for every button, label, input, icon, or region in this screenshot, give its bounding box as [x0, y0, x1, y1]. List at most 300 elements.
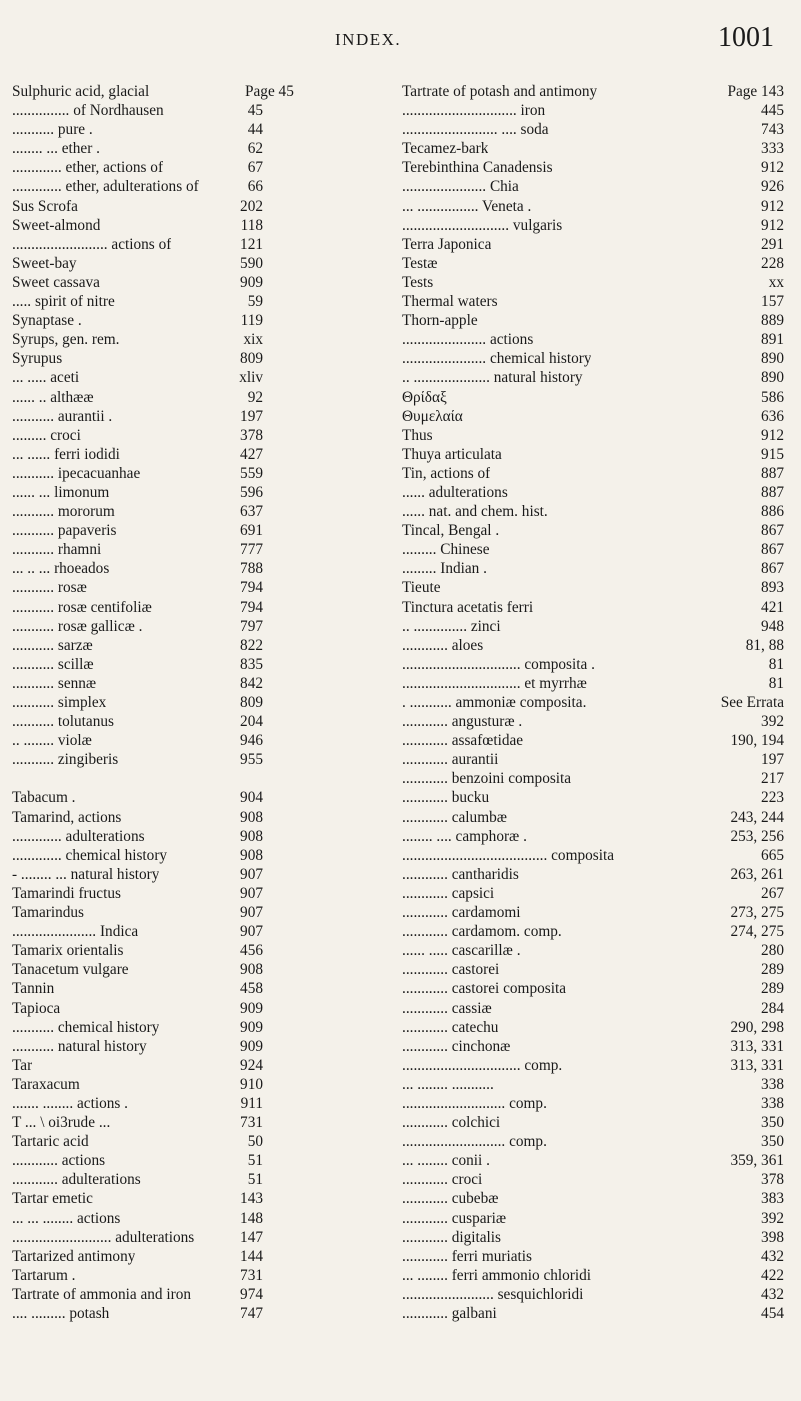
entry-term: Tapioca — [12, 999, 61, 1017]
entry-term: Terra Japonica — [402, 235, 492, 253]
index-entry — [12, 82, 390, 101]
entry-term: Θυμελαία — [402, 407, 463, 425]
entry-page: 835 — [240, 655, 263, 673]
entry-page: 119 — [240, 312, 263, 330]
index-entry — [12, 1094, 390, 1113]
entry-term: ........... rhamni — [12, 541, 102, 559]
entry-term: ........... rosæ gallicæ . — [12, 617, 143, 635]
entry-term: ........... rosæ — [12, 579, 87, 597]
entry-term: ............ cantharidis — [402, 865, 519, 883]
entry-term: ............................ vulgaris — [402, 216, 563, 234]
entry-term: ............ aurantii — [402, 751, 499, 769]
entry-page: 51 — [247, 1171, 263, 1189]
entry-term: ............ catechu — [402, 1018, 499, 1036]
entry-spacer — [12, 769, 390, 788]
entry-page: 788 — [240, 560, 263, 578]
entry-page: 907 — [240, 865, 263, 883]
index-entry — [12, 1209, 390, 1228]
entry-page: 62 — [247, 140, 263, 158]
entry-page: 197 — [761, 751, 784, 769]
entry-page: 910 — [240, 1075, 263, 1093]
entry-page: 392 — [761, 713, 784, 731]
entry-term: ... .. ... rhoeados — [12, 560, 110, 578]
entry-page: 148 — [240, 1209, 263, 1227]
index-entry — [402, 960, 790, 979]
entry-page: 909 — [240, 999, 263, 1017]
entry-page: 908 — [240, 808, 263, 826]
entry-page: 955 — [240, 751, 263, 769]
index-entry — [12, 1056, 390, 1075]
index-entry — [12, 464, 390, 483]
entry-page: 909 — [240, 273, 263, 291]
entry-term: ........... rosæ centifoliæ — [12, 598, 152, 616]
entry-term: Sweet-bay — [12, 254, 77, 272]
index-entry — [402, 674, 790, 693]
entry-page: 908 — [240, 846, 263, 864]
index-entry — [402, 540, 790, 559]
entry-term: Terebinthina Canadensis — [402, 159, 553, 177]
entry-page: 912 — [761, 216, 784, 234]
entry-term: ...... ... limonum — [12, 483, 110, 501]
entry-term: ............ calumbæ — [402, 808, 507, 826]
index-entry — [12, 235, 390, 254]
index-entry — [402, 655, 790, 674]
index-entry — [402, 1228, 790, 1247]
index-entry — [402, 846, 790, 865]
entry-page: 284 — [761, 999, 784, 1017]
index-entry — [12, 693, 390, 712]
entry-page: 398 — [761, 1228, 784, 1246]
entry-page: 289 — [761, 980, 784, 998]
index-entry — [12, 1285, 390, 1304]
index-entry — [12, 388, 390, 407]
running-head: INDEX. — [335, 30, 402, 49]
index-entry — [12, 426, 390, 445]
entry-term: ......................... .... soda — [402, 121, 549, 139]
entry-term: . ........... ammoniæ composita. — [402, 694, 587, 711]
entry-page: 809 — [240, 350, 263, 368]
entry-term: ....... ........ actions . — [12, 1094, 128, 1112]
index-entry — [402, 254, 790, 273]
entry-page: xix — [243, 331, 263, 349]
index-entry — [402, 769, 790, 788]
entry-term: Syrupus — [12, 350, 63, 368]
entry-page: 290, 298 — [730, 1018, 784, 1036]
entry-term: ............ adulterations — [12, 1171, 141, 1189]
entry-term: ........ .... camphoræ . — [402, 827, 527, 845]
index-entry — [402, 598, 790, 617]
entry-term: Tincal, Bengal . — [402, 522, 500, 540]
index-entry — [12, 884, 390, 903]
entry-page: 383 — [761, 1190, 784, 1208]
entry-term: ........................... comp. — [402, 1094, 547, 1112]
entry-term: ........... chemical history — [12, 1018, 160, 1036]
entry-term: ............ cinchonæ — [402, 1037, 511, 1055]
index-entry — [402, 1113, 790, 1132]
entry-term: ............ angusturæ . — [402, 713, 523, 731]
index-entry — [12, 273, 390, 292]
entry-term: ... ........ ........... — [402, 1075, 494, 1093]
entry-page: 665 — [761, 846, 784, 864]
index-entry — [12, 101, 390, 120]
entry-term: Tartar emetic — [12, 1190, 93, 1208]
entry-term: ............................... et myrrhæ — [402, 674, 587, 692]
index-entry — [12, 177, 390, 196]
entry-term: Sweet cassava — [12, 273, 100, 291]
entry-page: 263, 261 — [730, 865, 784, 883]
page-number: 1001 — [718, 22, 774, 53]
entry-page: 907 — [240, 904, 263, 922]
entry-page: 157 — [761, 293, 784, 311]
entry-page: 731 — [240, 1266, 263, 1284]
index-entry — [12, 1170, 390, 1189]
entry-term: Thuya articulata — [402, 445, 502, 463]
entry-page: 313, 331 — [730, 1056, 784, 1074]
index-entry — [402, 1132, 790, 1151]
entry-page: 974 — [240, 1285, 263, 1303]
entry-term: Tinctura acetatis ferri — [402, 598, 534, 616]
index-entry — [12, 445, 390, 464]
entry-term: ........... scillæ — [12, 655, 94, 673]
entry-page: 273, 275 — [730, 904, 784, 922]
index-entry — [402, 407, 790, 426]
entry-page: 867 — [761, 522, 784, 540]
index-entry — [12, 655, 390, 674]
entry-page: 59 — [247, 293, 263, 311]
entry-term: ........ ... ether . — [12, 140, 100, 158]
entry-term: Tartrate of potash and antimony — [402, 83, 598, 100]
entry-term: ............ colchici — [402, 1114, 501, 1132]
entry-page: 637 — [240, 503, 263, 521]
index-entry — [12, 1266, 390, 1285]
index-entry — [402, 368, 790, 387]
index-entry — [12, 1018, 390, 1037]
index-entry — [402, 197, 790, 216]
entry-term: ............ capsici — [402, 884, 495, 902]
index-entry — [12, 903, 390, 922]
index-entry — [402, 1075, 790, 1094]
entry-term: ...... nat. and chem. hist. — [402, 503, 548, 521]
entry-page: 891 — [761, 331, 784, 349]
entry-page: 636 — [761, 407, 784, 425]
entry-term: ... ..... aceti — [12, 369, 80, 387]
entry-term: Tamarix orientalis — [12, 942, 124, 960]
entry-term: Sweet-almond — [12, 216, 101, 234]
index-entry — [402, 750, 790, 769]
index-entry — [402, 330, 790, 349]
entry-term: Thorn-apple — [402, 312, 478, 330]
index-entry — [12, 1113, 390, 1132]
index-entry — [402, 808, 790, 827]
entry-page: 45 — [247, 102, 263, 120]
entry-page: 867 — [761, 541, 784, 559]
entry-page: 890 — [761, 369, 784, 387]
entry-term: ............ ferri muriatis — [402, 1247, 532, 1265]
entry-term: ............................... comp. — [402, 1056, 563, 1074]
index-entry — [402, 1037, 790, 1056]
index-entry — [402, 788, 790, 807]
index-entry — [12, 846, 390, 865]
index-entry — [12, 502, 390, 521]
entry-term: Taraxacum — [12, 1075, 80, 1093]
entry-page: 432 — [761, 1247, 784, 1265]
entry-page: 81 — [768, 655, 784, 673]
entry-term: ............ bucku — [402, 789, 490, 807]
entry-page: 338 — [761, 1075, 784, 1093]
index-entry — [12, 139, 390, 158]
entry-term: Θρίδαξ — [402, 388, 447, 406]
entry-term: Tests — [402, 273, 434, 291]
entry-page: 911 — [240, 1094, 263, 1112]
entry-page: 313, 331 — [730, 1037, 784, 1055]
entry-term: .......................... adulterations — [12, 1228, 195, 1246]
index-entry — [402, 1151, 790, 1170]
entry-term: ... ........ conii . — [402, 1152, 490, 1170]
index-entry — [402, 158, 790, 177]
index-entry — [402, 827, 790, 846]
entry-term: .... ......... potash — [12, 1305, 110, 1322]
index-entry — [12, 216, 390, 235]
entry-term: Thermal waters — [402, 293, 498, 311]
entry-term: ......... croci — [12, 426, 81, 444]
index-entry — [12, 999, 390, 1018]
index-entry — [12, 311, 390, 330]
entry-page: 915 — [761, 445, 784, 463]
entry-page: 274, 275 — [730, 923, 784, 941]
index-entry — [402, 311, 790, 330]
entry-page: 280 — [761, 942, 784, 960]
index-entry — [402, 349, 790, 368]
index-entry — [12, 865, 390, 884]
entry-term: ............ digitalis — [402, 1228, 502, 1246]
entry-term: ... ...... ferri iodidi — [12, 445, 120, 463]
index-entry — [12, 827, 390, 846]
index-entry — [402, 578, 790, 597]
entry-page: 946 — [240, 732, 263, 750]
index-entry — [12, 197, 390, 216]
entry-term: ... ........ ferri ammonio chloridi — [402, 1266, 592, 1284]
entry-page: 243, 244 — [730, 808, 784, 826]
entry-page: 118 — [240, 216, 263, 234]
entry-page: 228 — [761, 254, 784, 272]
entry-page: 794 — [240, 598, 263, 616]
entry-page: 747 — [240, 1305, 263, 1322]
index-entry — [402, 903, 790, 922]
entry-page: 204 — [240, 713, 263, 731]
entry-term: ...................... actions — [402, 331, 534, 349]
entry-page: 67 — [247, 159, 263, 177]
entry-page: 51 — [247, 1152, 263, 1170]
index-column-right — [402, 82, 790, 1323]
entry-page: 392 — [761, 1209, 784, 1227]
entry-term: Tartarized antimony — [12, 1247, 136, 1265]
entry-page: 909 — [240, 1018, 263, 1036]
entry-page: 777 — [240, 541, 263, 559]
entry-term: ... ... ........ actions — [12, 1209, 121, 1227]
index-entry — [12, 731, 390, 750]
entry-term: ............ aloes — [402, 636, 484, 654]
index-entry — [402, 426, 790, 445]
entry-page: 908 — [240, 827, 263, 845]
index-entry — [12, 559, 390, 578]
entry-page: 50 — [247, 1133, 263, 1151]
index-entry — [402, 1094, 790, 1113]
index-entry — [12, 960, 390, 979]
entry-page: 197 — [240, 407, 263, 425]
index-entry — [402, 483, 790, 502]
entry-page: 121 — [240, 235, 263, 253]
entry-term: ...................................... composita — [402, 846, 615, 864]
entry-page: 948 — [761, 617, 784, 635]
index-entry — [402, 712, 790, 731]
index-entry — [402, 617, 790, 636]
entry-term: Sus Scrofa — [12, 197, 78, 215]
entry-page: 867 — [761, 560, 784, 578]
index-entry — [402, 1170, 790, 1189]
entry-page: 143 — [240, 1190, 263, 1208]
entry-term: Sulphuric acid, glacial — [12, 83, 150, 100]
entry-term: ............ cardamomi — [402, 904, 521, 922]
index-entry — [12, 788, 390, 807]
entry-page: 202 — [240, 197, 263, 215]
entry-page: 559 — [240, 464, 263, 482]
entry-term: Tamarind, actions — [12, 808, 122, 826]
entry-term: ........................ sesquichloridi — [402, 1285, 584, 1303]
index-entry — [402, 941, 790, 960]
entry-page: 456 — [240, 942, 263, 960]
entry-term: ............ benzoini composita — [402, 770, 572, 788]
entry-term: Synaptase . — [12, 312, 82, 330]
entry-page: 454 — [761, 1305, 784, 1322]
index-entry — [402, 865, 790, 884]
entry-page: 809 — [240, 694, 263, 711]
entry-term: Tannin — [12, 980, 55, 998]
entry-term: ........... sarzæ — [12, 636, 93, 654]
entry-term: .............................. iron — [402, 102, 546, 120]
entry-page: 422 — [761, 1266, 784, 1284]
index-entry — [402, 445, 790, 464]
index-entry — [402, 82, 790, 101]
entry-term: ...... .. althææ — [12, 388, 94, 406]
entry-term: ............ croci — [402, 1171, 483, 1189]
entry-term: Testæ — [402, 254, 438, 272]
entry-term: ......................... actions of — [12, 235, 172, 253]
entry-term: ........... zingiberis — [12, 751, 119, 769]
entry-page: 907 — [240, 923, 263, 941]
entry-term: ............ cubebæ — [402, 1190, 499, 1208]
entry-page: 586 — [761, 388, 784, 406]
entry-page: 267 — [761, 884, 784, 902]
index-entry — [402, 1018, 790, 1037]
entry-page: Page 45 — [245, 83, 294, 100]
entry-page: 893 — [761, 579, 784, 597]
entry-term: ...... ..... cascarillæ . — [402, 942, 521, 960]
index-entry — [12, 808, 390, 827]
index-entry — [12, 1247, 390, 1266]
entry-page: 909 — [240, 1037, 263, 1055]
entry-page: 378 — [761, 1171, 784, 1189]
index-entry — [402, 464, 790, 483]
index-entry — [402, 1266, 790, 1285]
index-entry — [402, 273, 790, 292]
index-entry — [12, 979, 390, 998]
index-entry — [12, 1037, 390, 1056]
entry-page: 350 — [761, 1133, 784, 1151]
index-entry — [12, 1189, 390, 1208]
entry-page: 427 — [240, 445, 263, 463]
entry-term: ..... spirit of nitre — [12, 293, 115, 311]
entry-page: 350 — [761, 1114, 784, 1132]
entry-term: ............ cassiæ — [402, 999, 492, 1017]
entry-page: 889 — [761, 312, 784, 330]
entry-term: ........................... comp. — [402, 1133, 547, 1151]
entry-term: ... ................ Veneta . — [402, 197, 532, 215]
entry-page: 253, 256 — [730, 827, 784, 845]
entry-term: Tamarindus — [12, 904, 84, 922]
index-entry — [12, 483, 390, 502]
index-entry — [402, 388, 790, 407]
entry-term: ............ castorei — [402, 961, 500, 979]
index-entry — [402, 1304, 790, 1323]
entry-page: 66 — [247, 178, 263, 196]
entry-page: 92 — [247, 388, 263, 406]
entry-page: 912 — [761, 426, 784, 444]
entry-term: Tartaric acid — [12, 1133, 89, 1151]
entry-term: .. .............. zinci — [402, 617, 501, 635]
entry-page: 81, 88 — [745, 636, 784, 654]
entry-term: ............. adulterations — [12, 827, 145, 845]
index-entry — [12, 1075, 390, 1094]
entry-term: ...................... chemical history — [402, 350, 592, 368]
index-entry — [12, 922, 390, 941]
entry-term: Tabacum . — [12, 789, 76, 807]
entry-term: ...... adulterations — [402, 483, 508, 501]
entry-page: 691 — [240, 522, 263, 540]
index-column-left — [12, 82, 390, 1323]
entry-term: ........... tolutanus — [12, 713, 114, 731]
index-entry — [12, 1151, 390, 1170]
entry-term: Tin, actions of — [402, 464, 491, 482]
index-entry — [12, 617, 390, 636]
entry-term: ...................... Chia — [402, 178, 519, 196]
index-entry — [402, 292, 790, 311]
page-header — [0, 22, 801, 62]
entry-page: 338 — [761, 1094, 784, 1112]
index-entry — [402, 1056, 790, 1075]
index-entry — [402, 139, 790, 158]
entry-page: 887 — [761, 483, 784, 501]
index-entry — [402, 999, 790, 1018]
index-entry — [402, 1247, 790, 1266]
index-entry — [402, 235, 790, 254]
index-entry — [12, 750, 390, 769]
index-entry — [12, 292, 390, 311]
entry-term: Tecamez-bark — [402, 140, 489, 158]
entry-term: ........... papaveris — [12, 522, 117, 540]
entry-term: Tar — [12, 1056, 33, 1074]
entry-term: Tartarum . — [12, 1266, 76, 1284]
entry-page: 590 — [240, 254, 263, 272]
entry-page: 291 — [761, 235, 784, 253]
index-entry — [402, 693, 790, 712]
entry-page: 794 — [240, 579, 263, 597]
index-entry — [12, 120, 390, 139]
index-entry — [12, 521, 390, 540]
entry-term: ............. chemical history — [12, 846, 168, 864]
entry-page: 333 — [761, 140, 784, 158]
index-entry — [402, 120, 790, 139]
entry-page: xliv — [239, 369, 263, 387]
